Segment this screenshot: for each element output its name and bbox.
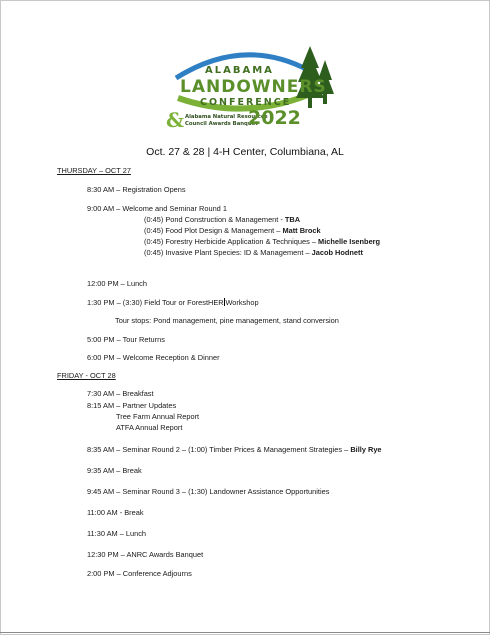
field-tour-text: 1:30 PM – (3:30) Field Tour or ForestHER bbox=[87, 298, 224, 307]
partner-item: ATFA Annual Report bbox=[116, 423, 183, 432]
session-topic: (0:45) Pond Construction & Management - bbox=[144, 215, 285, 224]
seminar-2-text: 8:35 AM – Seminar Round 2 – (1:00) Timber Prices & Management Strategies – bbox=[87, 445, 351, 454]
friday-heading: FRIDAY - OCT 28 bbox=[57, 371, 116, 380]
session-topic: (0:45) Food Plot Design & Management – bbox=[144, 226, 283, 235]
event-headline: Oct. 27 & 28 | 4-H Center, Columbiana, AL bbox=[146, 146, 344, 158]
page-bottom-rule bbox=[0, 632, 490, 633]
logo-year: 2022 bbox=[248, 107, 301, 129]
session-item bbox=[144, 237, 380, 246]
logo-ampersand: & bbox=[166, 108, 185, 132]
schedule-item-partner-updates: 8:15 AM – Partner Updates bbox=[87, 401, 177, 410]
session-item bbox=[144, 215, 300, 224]
partner-item: Tree Farm Annual Report bbox=[116, 412, 200, 421]
session-speaker: Jacob Hodnett bbox=[311, 248, 363, 257]
schedule-item-tour-returns: 5:00 PM – Tour Returns bbox=[87, 335, 165, 344]
logo-alabama: ALABAMA bbox=[205, 65, 274, 76]
field-tour-workshop: Workshop bbox=[225, 298, 259, 307]
session-item bbox=[144, 248, 363, 257]
schedule-item-field-tour bbox=[87, 298, 259, 307]
session-item bbox=[144, 226, 321, 235]
schedule-item-seminar-2 bbox=[87, 445, 382, 454]
schedule-item-breakfast: 7:30 AM – Breakfast bbox=[87, 389, 154, 398]
schedule-item-seminar-3: 9:45 AM – Seminar Round 3 – (1:30) Landowner Assistance Opportunities bbox=[87, 487, 330, 496]
schedule-item-break: 11:00 AM - Break bbox=[87, 508, 144, 517]
logo-conference: CONFERENCE bbox=[200, 97, 292, 108]
session-speaker: Matt Brock bbox=[282, 226, 321, 235]
schedule-item-lunch: 11:30 AM – Lunch bbox=[87, 529, 147, 538]
session-speaker: Michelle Isenberg bbox=[318, 237, 381, 246]
schedule-item-lunch: 12:00 PM – Lunch bbox=[87, 279, 147, 288]
schedule-item-reception: 6:00 PM – Welcome Reception & Dinner bbox=[87, 353, 220, 362]
schedule-item-break: 9:35 AM – Break bbox=[87, 466, 142, 475]
tour-stops: Tour stops: Pond management, pine management, stand conversion bbox=[115, 316, 339, 325]
session-topic: (0:45) Invasive Plant Species: ID & Management – bbox=[144, 248, 312, 257]
seminar-2-speaker: Billy Rye bbox=[350, 445, 382, 454]
session-speaker: TBA bbox=[284, 215, 301, 224]
schedule-item-banquet: 12:30 PM – ANRC Awards Banquet bbox=[87, 550, 204, 559]
schedule-item-adjourn: 2:00 PM – Conference Adjourns bbox=[87, 569, 192, 578]
logo-subtitle-line1: Alabama Natural Resources bbox=[185, 114, 268, 120]
schedule-item-registration: 8:30 AM – Registration Opens bbox=[87, 185, 186, 194]
session-topic: (0:45) Forestry Herbicide Application & Techniques – bbox=[144, 237, 319, 246]
thursday-heading: THURSDAY – OCT 27 bbox=[57, 166, 131, 175]
conference-logo bbox=[158, 38, 338, 138]
schedule-item-welcome: 9:00 AM – Welcome and Seminar Round 1 bbox=[87, 204, 227, 213]
logo-landowners: LANDOWNERS bbox=[180, 77, 327, 97]
logo-subtitle-line2: Council Awards Banquet bbox=[185, 121, 258, 127]
